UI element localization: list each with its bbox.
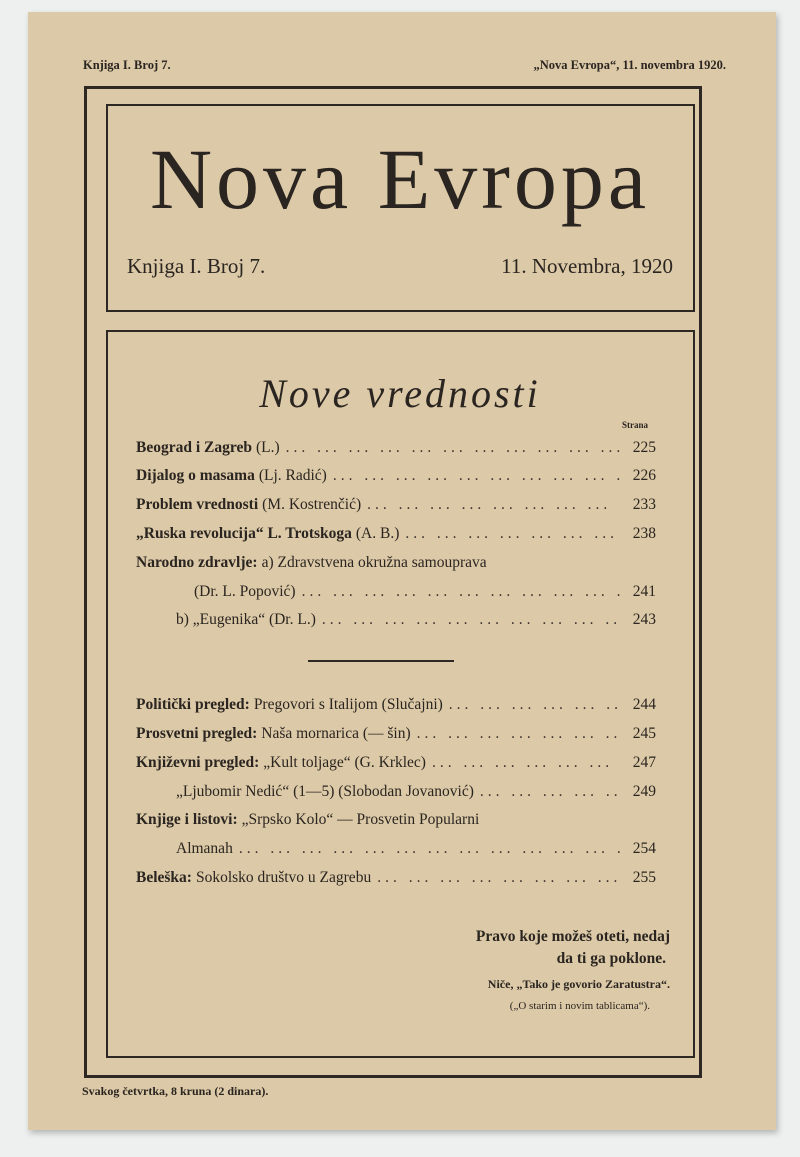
toc-leader-dots [367, 493, 620, 517]
toc-entry-title: Prosvetni pregled: [136, 725, 258, 742]
toc-entry-page: 247 [632, 754, 656, 771]
toc-entry-author: Naša mornarica (— šin) [261, 725, 411, 742]
toc-entry-author: b) „Eugenika“ (Dr. L.) [176, 611, 316, 628]
page-column-label: Strana [622, 420, 649, 430]
toc-entry [136, 751, 656, 775]
toc-entry-page: 243 [632, 611, 656, 628]
quote-source: („O starim i novim tablicama“). [509, 1000, 650, 1012]
toc-entry-page: 225 [632, 439, 656, 456]
toc-entry [172, 837, 656, 861]
masthead-date: 11. Novembra, 1920 [501, 254, 673, 278]
toc-entry [172, 780, 656, 804]
toc-entry-title: Beleška: [136, 869, 192, 886]
toc-entry-title: Beograd i Zagreb [136, 439, 252, 456]
toc-entry-author: „Srpsko Kolo“ — Prosvetin Popularni [241, 811, 480, 828]
toc-entry [136, 551, 656, 575]
toc-entry-title: Knjige i listovi: [136, 811, 238, 828]
toc-entry-page: 233 [632, 496, 656, 513]
toc-entry [172, 608, 656, 632]
toc-leader-dots [377, 866, 620, 890]
toc-entry-title: Politički pregled: [136, 696, 250, 713]
toc-entry-author: (A. B.) [355, 525, 400, 542]
header-publication-date: „Nova Evropa“, 11. novembra 1920. [533, 58, 726, 72]
toc-leader-dots [239, 837, 620, 861]
toc-entry [136, 522, 656, 546]
toc-entry-page: 238 [632, 525, 656, 542]
toc-entry-page: 254 [632, 840, 656, 857]
toc-leader-dots [449, 693, 620, 717]
toc-entry-page: 249 [632, 783, 656, 800]
toc-entry-page: 244 [632, 696, 656, 713]
toc-entry [136, 808, 656, 832]
toc-leader-dots [302, 580, 620, 604]
toc-entry [136, 722, 656, 746]
magazine-title: Nova Evropa [149, 131, 651, 227]
toc-entry-author: (Dr. L. Popović) [194, 583, 296, 600]
toc-entry-page: 255 [632, 869, 656, 886]
section-divider [308, 660, 454, 662]
contents-heading: Nove vrednosti [259, 371, 541, 416]
header-issue: Knjiga I. Broj 7. [83, 58, 171, 72]
toc-entry-author: (L.) [255, 439, 280, 456]
toc-entry [190, 580, 656, 604]
toc-entry [136, 693, 656, 717]
toc-entry-author: Pregovori s Italijom (Slučajni) [253, 696, 443, 713]
toc-entry-author: Sokolsko društvo u Zagrebu [195, 869, 372, 886]
toc-entry-title: Dijalog o masama [136, 467, 255, 484]
toc-leader-dots [405, 522, 620, 546]
toc-entry-title: Književni pregled: [136, 754, 260, 771]
toc-entry-title: „Ruska revolucija“ L. Trotskoga [136, 525, 352, 542]
toc-leader-dots [480, 780, 620, 804]
toc-entry-page: 245 [632, 725, 656, 742]
toc-entry-title: Narodno zdravlje: [136, 554, 258, 571]
toc-leader-dots [286, 436, 620, 460]
toc-entry [136, 464, 656, 488]
toc-entry-title: Problem vrednosti [136, 496, 259, 513]
toc-leader-dots [417, 722, 620, 746]
toc-entry-author: a) Zdravstvena okružna samouprava [261, 554, 487, 571]
toc-entry [136, 436, 656, 460]
toc-entry-author: Almanah [176, 840, 233, 857]
toc-entry-author: (M. Kostrenčić) [262, 496, 362, 513]
toc-leader-dots [333, 464, 620, 488]
toc-entry [136, 866, 656, 890]
quote-line-2: da ti ga poklone. [556, 950, 666, 967]
toc-entry-author: „Kult toljage“ (G. Krklec) [263, 754, 426, 771]
toc-leader-dots [322, 608, 620, 632]
toc-entry [136, 493, 656, 517]
toc-entry-author: (Lj. Radić) [258, 467, 327, 484]
toc-entry-page: 241 [632, 583, 656, 600]
quote-line-1: Pravo koje možeš oteti, nedaj [475, 928, 670, 945]
masthead-issue: Knjiga I. Broj 7. [127, 254, 266, 278]
toc-leader-dots [432, 751, 620, 775]
toc-entry-author: „Ljubomir Nedić“ (1—5) (Slobodan Jovanović) [176, 783, 474, 800]
price-footer: Svakog četvrtka, 8 kruna (2 dinara). [82, 1084, 269, 1098]
toc-entry-page: 226 [632, 467, 656, 484]
quote-attribution: Niče, „Tako je govorio Zaratustra“. [487, 977, 670, 991]
